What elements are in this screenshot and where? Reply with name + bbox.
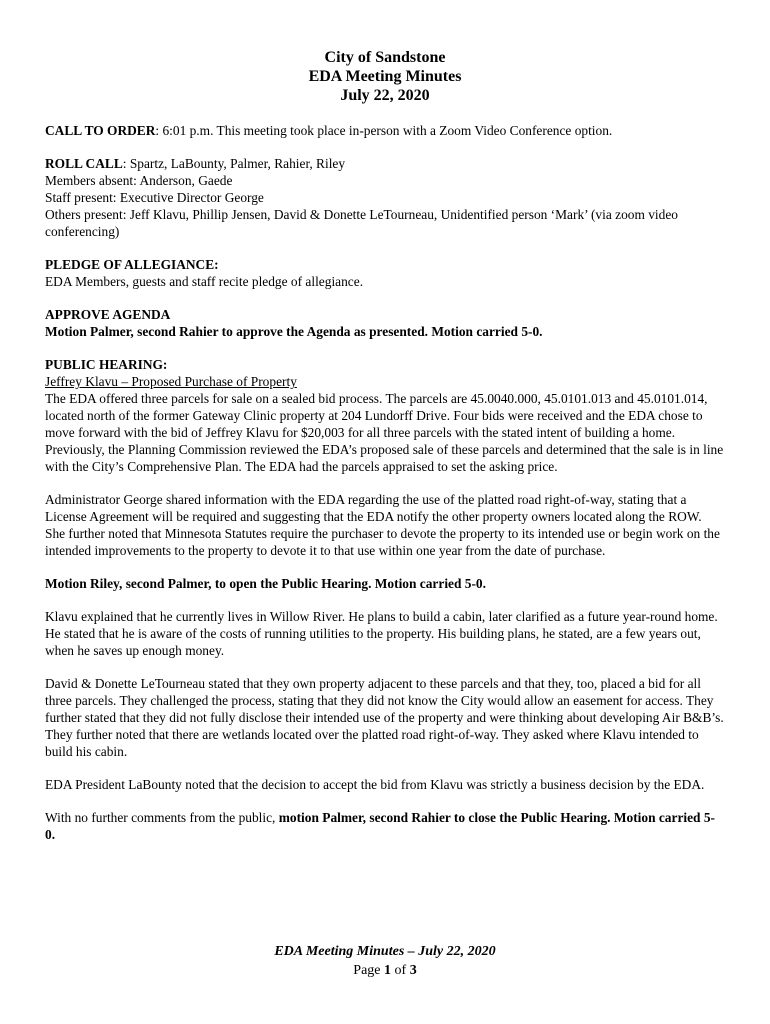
staff-present: Staff present: Executive Director George — [45, 190, 264, 205]
public-hearing-section — [45, 356, 725, 475]
roll-call-section — [45, 155, 725, 240]
roll-call-line — [45, 155, 725, 172]
document-body — [45, 48, 725, 859]
public-hearing-heading: PUBLIC HEARING: — [45, 357, 168, 372]
footer-title: EDA Meeting Minutes – July 22, 2020 — [274, 944, 496, 959]
call-to-order-section — [45, 122, 725, 139]
roll-call-text: : Spartz, LaBounty, Palmer, Rahier, Riley — [122, 156, 346, 171]
of-word: of — [391, 963, 410, 978]
call-to-order-text: : 6:01 p.m. This meeting took place in-person with a Zoom Video Conference option. — [155, 123, 613, 138]
page-word: Page — [353, 963, 385, 978]
pledge-section — [45, 256, 725, 290]
motion-open-hearing: Motion Riley, second Palmer, to open the Public Hearing. Motion carried 5-0. — [45, 576, 486, 591]
document-title — [45, 48, 725, 105]
public-hearing-paragraph-4: David & Donette LeTourneau stated that they own property adjacent to these parcels and that they, too, placed a bid for all three parcels. They challenged the process, stating that they did not know the City would allow an easement for access. They further stated that they did not fully disclose their intended use of the property and were thinking about developing Air B&B’s. They further noted that there are wetlands located over the platted road right-of-way. They asked where Klavu intended to build his cabin. — [45, 676, 724, 759]
roll-call-label: ROLL CALL — [45, 156, 123, 171]
total-pages: 3 — [409, 963, 417, 978]
meeting-date: July 22, 2020 — [340, 87, 430, 104]
page-number — [353, 963, 416, 978]
agenda-section — [45, 306, 725, 340]
public-hearing-paragraph-2: Administrator George shared information with the EDA regarding the use of the platted road right-of-way, stating that a License Agreement will be required and suggesting that the EDA notify the other property owners located along the ROW. She further noted that Minnesota Statutes require the purchaser to devote the property to its intended use or begin work on the intended improvements to the property to devote it to that use within one year from the date of purchase. — [45, 492, 720, 558]
others-present: Others present: Jeff Klavu, Phillip Jensen, David & Donette LeTourneau, Unidentified person ‘Mark’ (via zoom video conferencing) — [45, 207, 678, 239]
closing-text: With no further comments from the public, — [45, 810, 279, 825]
public-hearing-paragraph-3: Klavu explained that he currently lives in Willow River. He plans to build a cabin, later clarified as a future year-round home. He stated that he is aware of the costs of running utilities to the property. His building plans, he stated, are a few years out, when he saves up enough money. — [45, 609, 718, 658]
public-hearing-paragraph-5: EDA President LaBounty noted that the decision to accept the bid from Klavu was strictly a business decision by the EDA. — [45, 777, 705, 792]
page-footer — [0, 942, 770, 980]
members-absent: Members absent: Anderson, Gaede — [45, 173, 233, 188]
pledge-heading: PLEDGE OF ALLEGIANCE: — [45, 257, 219, 272]
public-hearing-paragraph-1: The EDA offered three parcels for sale on a sealed bid process. The parcels are 45.0040.000, 45.0101.013 and 45.0101.014, located north of the former Gateway Clinic property at 204 Lundorff Drive. Four bids were received and the EDA chose to move forward with the bid of Jeffrey Klavu for $20,003 for all three parcels with the stated intent of building a home. Previously, the Planning Commission reviewed the EDA’s proposed sale of these parcels and determined that the sale is in line with the City’s Comprehensive Plan. The EDA had the parcels appraised to set the asking price. — [45, 391, 724, 474]
city-name: City of Sandstone — [324, 49, 446, 66]
public-hearing-paragraph-6 — [45, 809, 725, 843]
agenda-motion: Motion Palmer, second Rahier to approve the Agenda as presented. Motion carried 5-0. — [45, 324, 543, 339]
current-page: 1 — [384, 963, 392, 978]
motion-close-hearing: motion Palmer, second Rahier to close the Public Hearing. Motion carried 5-0. — [45, 810, 715, 842]
pledge-text: EDA Members, guests and staff recite pledge of allegiance. — [45, 274, 364, 289]
public-hearing-subheading: Jeffrey Klavu – Proposed Purchase of Property — [45, 374, 297, 389]
call-to-order-label: CALL TO ORDER — [45, 123, 156, 138]
meeting-title: EDA Meeting Minutes — [308, 68, 462, 85]
agenda-heading: APPROVE AGENDA — [45, 307, 171, 322]
